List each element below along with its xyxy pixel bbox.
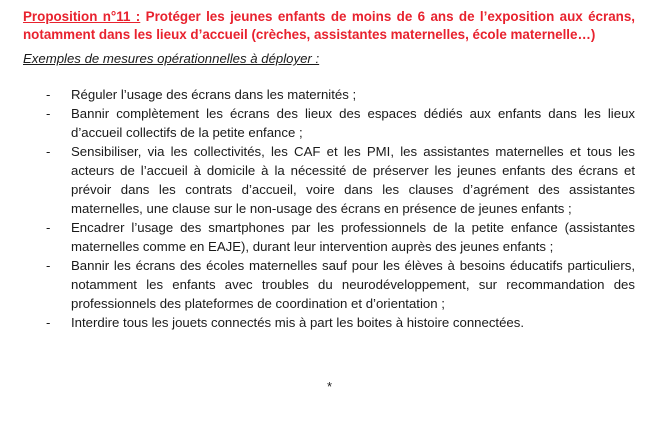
list-item xyxy=(23,85,635,104)
proposition-heading xyxy=(23,8,635,44)
bullet-dash: - xyxy=(46,220,51,235)
list-item xyxy=(23,104,635,142)
list-item xyxy=(23,142,635,218)
measures-subheading: Exemples de mesures opérationnelles à déployer : xyxy=(23,51,320,66)
bullet-dash: - xyxy=(46,315,51,330)
measure-text: Sensibiliser, via les collectivités, les CAF et les PMI, les assistantes maternelles et tous les acteurs de l’accueil à domicile à la nécessité de préserver les jeunes enfants des écrans et prévoir dans les contrats d’accueil, voire dans les clauses d’agrément des assistantes maternelles, une clause sur le non-usage des écrans en présence de jeunes enfants ; xyxy=(71,144,635,216)
measure-text: Bannir les écrans des écoles maternelles sauf pour les élèves à besoins éducatifs particuliers, notamment les enfants avec troubles du neurodéveloppement, sur recommandation des professionnels des plateformes de coordination et d’orientation ; xyxy=(71,258,635,311)
measures-list xyxy=(23,85,635,332)
bullet-dash: - xyxy=(46,258,51,273)
bullet-dash: - xyxy=(46,87,51,102)
measure-text: Réguler l’usage des écrans dans les maternités ; xyxy=(71,87,357,102)
list-item xyxy=(23,313,635,332)
proposition-label: Proposition n°11 : xyxy=(23,9,141,24)
measure-text: Bannir complètement les écrans des lieux des espaces dédiés aux enfants dans les lieux d’accueil collectifs de la petite enfance ; xyxy=(71,106,635,140)
proposition-title: Protéger les jeunes enfants de moins de 6 ans de l’exposition aux écrans, notamment dans les lieux d’accueil (crèches, assistantes maternelles, école maternelle…) xyxy=(23,9,635,42)
list-item xyxy=(23,218,635,256)
measure-text: Interdire tous les jouets connectés mis à part les boites à histoire connectées. xyxy=(71,315,525,330)
section-separator: * xyxy=(326,379,333,394)
bullet-dash: - xyxy=(46,106,51,121)
measure-text: Encadrer l’usage des smartphones par les professionnels de la petite enfance (assistantes maternelles comme en EAJE), durant leur intervention auprès des jeunes enfants ; xyxy=(71,220,635,254)
bullet-dash: - xyxy=(46,144,51,159)
list-item xyxy=(23,256,635,313)
